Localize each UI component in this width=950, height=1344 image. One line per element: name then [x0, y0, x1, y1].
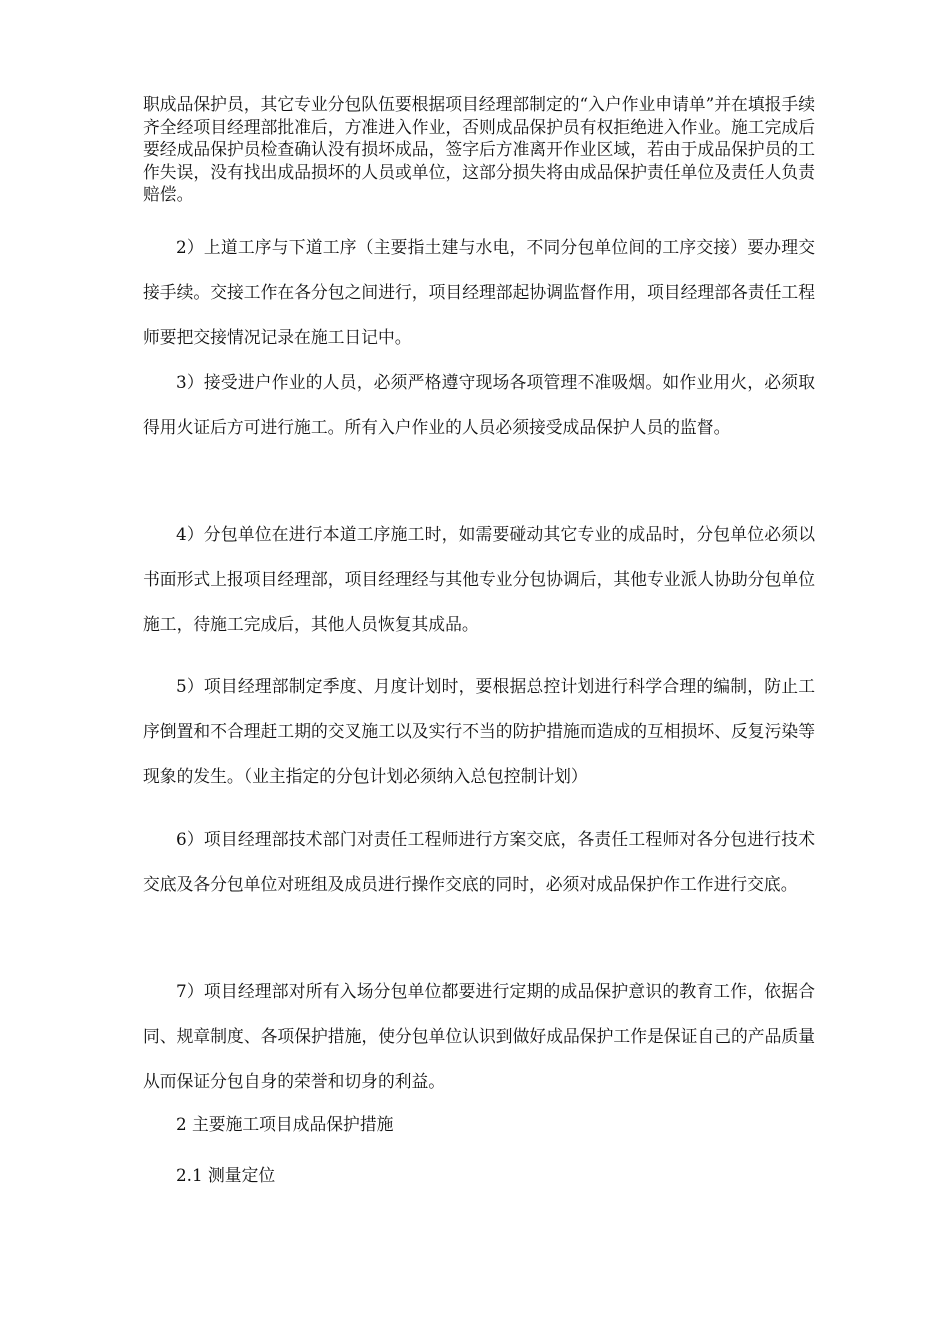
subsection-heading: 2.1 测量定位	[176, 1165, 276, 1185]
paragraph-item-6: 6）项目经理部技术部门对责任工程师进行方案交底，各责任工程师对各分包进行技术交底及各分包单位对班组及成员进行操作交底的同时，必须对成品保护作工作进行交底。	[143, 829, 815, 894]
paragraph-item-7: 7）项目经理部对所有入场分包单位都要进行定期的成品保护意识的教育工作，依据合同、规章制度、各项保护措施，使分包单位认识到做好成品保护工作是保证自己的产品质量从而保证分包自身的荣誉和切身的利益。	[143, 981, 815, 1091]
paragraph-item-4: 4）分包单位在进行本道工序施工时，如需要碰动其它专业的成品时，分包单位必须以书面形式上报项目经理部，项目经理经与其他专业分包协调后，其他专业派人协助分包单位施工，待施工完成后，其他人员恢复其成品。	[143, 524, 815, 634]
paragraph-item-2: 2）上道工序与下道工序（主要指土建与水电，不同分包单位间的工序交接）要办理交接手续。交接工作在各分包之间进行，项目经理部起协调监督作用，项目经理部各责任工程师要把交接情况记录在施工日记中。	[143, 237, 815, 347]
paragraph-item-3: 3）接受进户作业的人员，必须严格遵守现场各项管理不准吸烟。如作业用火，必须取得用火证后方可进行施工。所有入户作业的人员必须接受成品保护人员的监督。	[143, 372, 815, 437]
paragraph-item-5: 5）项目经理部制定季度、月度计划时，要根据总控计划进行科学合理的编制，防止工序倒置和不合理赶工期的交叉施工以及实行不当的防护措施而造成的互相损坏、反复污染等现象的发生。（业主指定的分包计划必须纳入总包控制计划）	[143, 676, 815, 786]
section-heading: 2 主要施工项目成品保护措施	[176, 1114, 394, 1134]
paragraph-continuation: 职成品保护员，其它专业分包队伍要根据项目经理部制定的“入户作业申请单”并在填报手续齐全经项目经理部批准后，方准进入作业，否则成品保护员有权拒绝进入作业。施工完成后要经成品保护员检查确认没有损坏成品，签字后方准离开作业区域，若由于成品保护员的工作失误，没有找出成品损坏的人员或单位，这部分损失将由成品保护责任单位及责任人负责赔偿。	[143, 94, 815, 204]
